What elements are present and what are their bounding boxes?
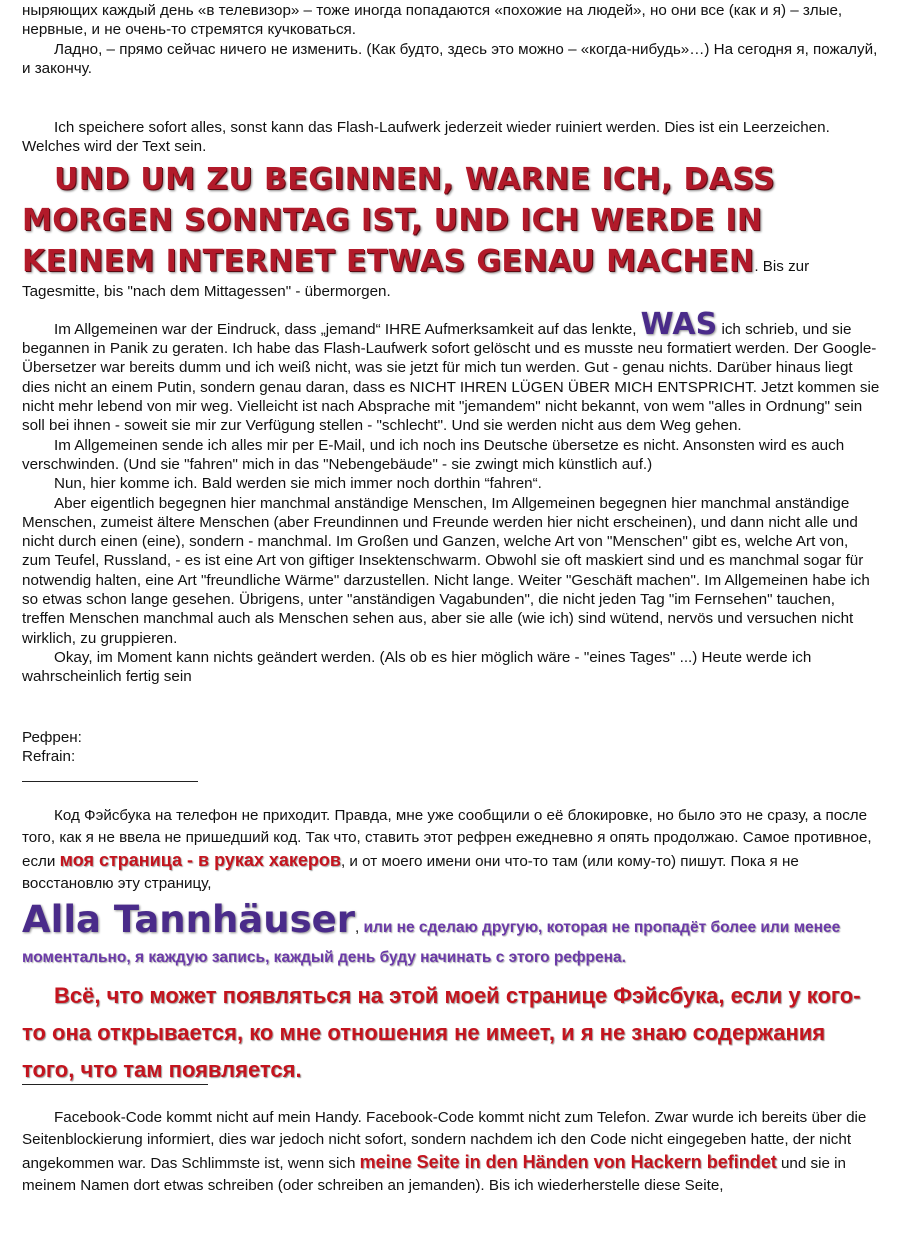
de-was-highlight: WAS [640,306,718,342]
de-headline-warning: UND UM ZU BEGINNEN, WARNE ICH, DASS MORGEN SONNTAG IST, UND ICH WERDE IN KEINEM INTERNET ETWAS GENAU MACHEN [22,161,776,279]
de-p2-post: ich schrieb, und sie begannen in Panik zu geraten. Ich habe das Flash-Laufwerk sofort gelöscht und es musste neu formatiert werden. Der Google-Übersetzer war bereits dumm und ich weiß nicht, was sie jetzt für mich tun werden. Gut - genau nichts. Darüber hinaus liegt dies nicht an einem Putin, sondern genau daran, dass es NICHT IHREN LÜGEN ÜBER MICH ENTSPRICHT. Jetzt kommen sie nicht mehr lebend von mir weg. Vielleicht ist nach Absprache mit "jemandem" nicht bekannt, von wem "alles in Ordnung" sein soll bei ihnen - soweit sie mir zur Verfügung stellen - "schlecht". Und sie werden nicht aus dem Weg gehen. [22,320,880,435]
ru-refrain-name-comma: , [354,919,364,936]
ru-refrain-post: , и от моего имени они что-то там (или кому-то) пишут. Пока я не восстановлю эту страницу, [22,853,799,892]
ru-refrain-name-paragraph [22,898,880,973]
divider-2 [22,1084,208,1085]
de-refrain-paragraph [22,1107,880,1197]
de-paragraph-impression [22,306,880,436]
author-name: Alla Tannhäuser [22,898,355,941]
de-paragraph-okay: Okay, im Moment kann nichts geändert werden. (Als ob es hier möglich wäre - "eines Tages" ...) Heute werde ich wahrscheinlich fertig sein [22,648,812,686]
de-refrain-section [22,1107,880,1197]
de-paragraph-here: Nun, hier komme ich. Bald werden sie mich immer noch dorthin “fahren“. [54,475,542,493]
refrain-label-ru: Рефрен: [22,729,82,746]
ru-refrain-purple-text: или не сделаю другую, которая не пропадёт более или менее моментально, я каждую запись, каждый день буду начинать с этого рефрена. [22,919,841,966]
ru-paragraph-continuation: ныряющих каждый день «в телевизор» – тоже иногда попадаются «похожие на людей», но они все (как и я) – злые, нервные, и не очень-то стремятся кучковаться. [22,2,843,39]
de-section [22,118,880,687]
ru-refrain-disclaimer: Всё, что может появляться на этой моей странице Фэйсбука, если у кого-то она открывается, ко мне отношения не имеет, и я не знаю содержания того, что там появляется. [22,983,861,1082]
de-paragraph-flash-drive: Ich speichere sofort alles, sonst kann das Flash-Laufwerk jederzeit wieder ruiniert werden. Dies ist ein Leerzeichen. Welches wird der Text sein. [22,119,830,156]
de-headline-tail: . Bis zur Tagesmitte, bis "nach dem Mittagessen" - übermorgen. [22,257,810,300]
ru-refrain-paragraph [22,805,880,895]
divider-1 [22,781,198,782]
de-paragraph-people: Aber eigentlich begegnen hier manchmal anständige Menschen, Im Allgemeinen begegnen hier manchmal anständige Menschen, zumeist ältere Menschen (aber Freundinnen und Freunde werden hier nicht erscheinen), und dann nicht alle und nicht durch einen (eine), sondern - manchmal. Im Großen und Ganzen, welche Art von "Menschen" gibt es, welche Art von, zum Teufel, Russland, - es ist eine Art von giftiger Insektenschwarm. Obwohl sie oft maskiert sind und es manchmal sogar für notwendig halten, eine Art "freundliche Wärme" darzustellen. Nicht lange. Weiter "Geschäft machen". Im Allgemeinen habe ich so etwas schon lange gesehen. Übrigens, unter "anständigen Vagabunden", die nicht jeden Tag "im Fernsehen" tauchen, treffen Menschen manchmal auch als Menschen sehen aus, aber sie alle (wie ich) sind wütend, nervös und versuchen nicht wirklich, zu gruppieren. [22,494,870,647]
ru-refrain-section [22,805,880,1088]
ru-paragraph-closing: Ладно, – прямо сейчас ничего не изменить. (Как будто, здесь это можно – «когда-нибудь»…) На сегодня я, пожалуй, и закончу. [22,40,878,77]
de-refrain-pre: Facebook-Code kommt nicht auf mein Handy. Facebook-Code kommt nicht zum Telefon. Zwar wurde ich bereits über die Seitenblockierung informiert, dies war jedoch nicht sofort, sondern nachdem ich den Code nicht eingegeben hatte, der nicht angekommen war. Das Schlimmste ist, wenn sich [22,1109,867,1172]
de-headline-paragraph [22,159,880,301]
de-refrain-hackers-highlight: meine Seite in den Händen von Hackern befindet [359,1152,777,1172]
ru-refrain-hackers-highlight: моя страница - в руках хакеров [59,850,341,870]
de-p2-pre: Im Allgemeinen war der Eindruck, dass „jemand“ IHRE Aufmerksamkeit auf das lenkte, [54,320,641,338]
ru-refrain-pre: Код Фэйсбука на телефон не приходит. Правда, мне уже сообщили о её блокировке, но было это не сразу, а после того, как я не ввела не пришедший код. Так что, ставить этот рефрен ежедневно я опять продолжаю. Самое противное, если [22,807,872,870]
ru-top-section [22,1,880,78]
de-refrain-post: und sie in meinem Namen dort etwas schreiben (oder schreiben an jemanden). Bis ich wiederherstelle diese Seite, [22,1155,846,1194]
de-paragraph-email: Im Allgemeinen sende ich alles mir per E-Mail, und ich noch ins Deutsche übersetze es nicht. Ansonsten wird es auch verschwinden. (Und sie "fahren" mich in das "Nebengebäude" - sie zwingt mich künstlich auf.) [22,436,845,473]
refrain-labels [22,728,880,767]
refrain-label-de: Refrain: [22,748,76,766]
